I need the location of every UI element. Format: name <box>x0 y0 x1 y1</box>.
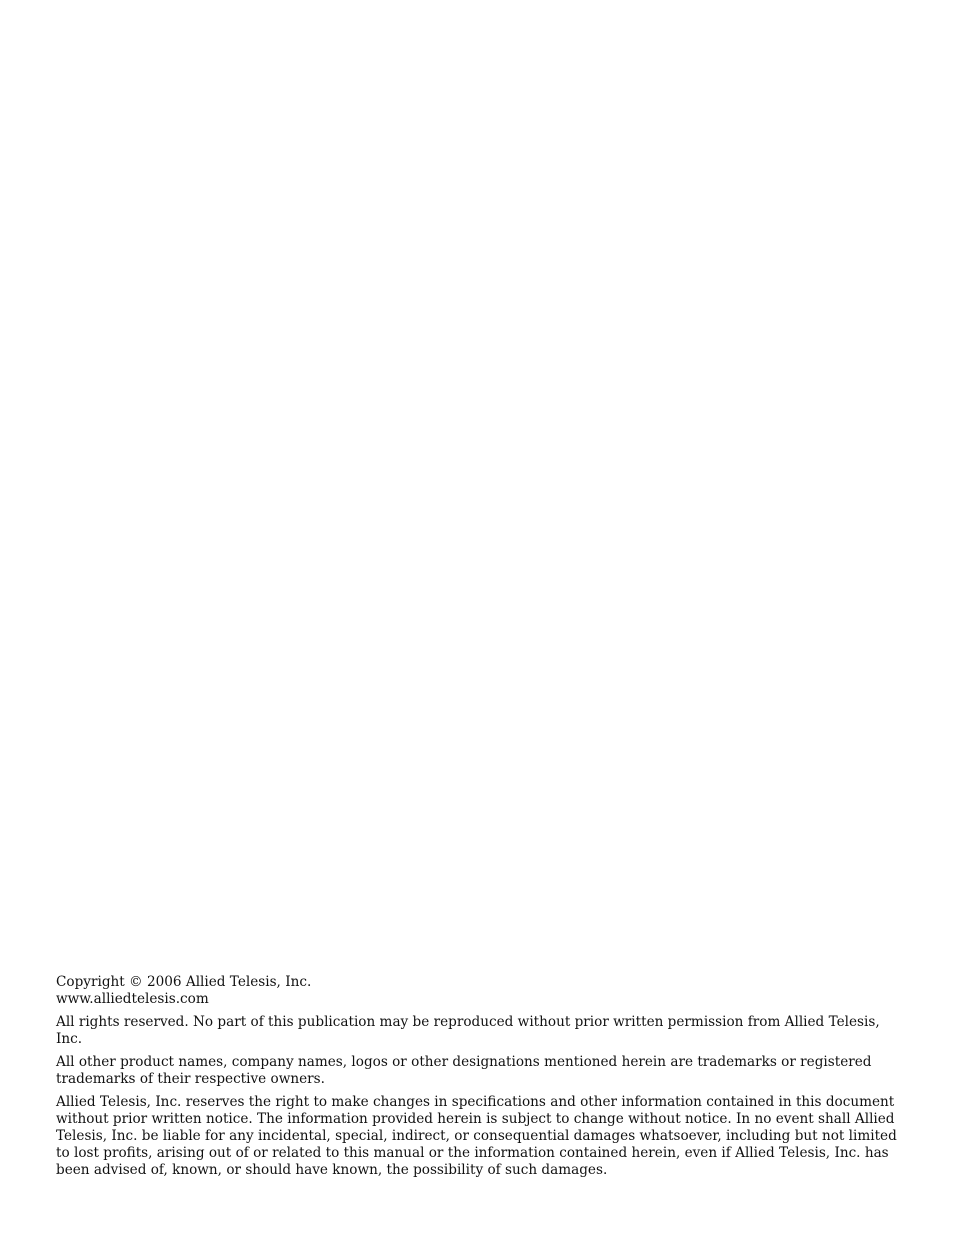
trademarks-paragraph: All other product names, company names, logos or other designations mentioned herein are trademarks or registered trademarks of their respective owners. <box>56 1054 872 1087</box>
disclaimer-paragraph: Allied Telesis, Inc. reserves the right to make changes in specifications and other information contained in this document without prior written notice. The information provided herein is subject to change without notice. In no event shall Allied Telesis, Inc. be liable for any incidental, special, indirect, or consequential damages whatsoever, including but not limited to lost profits, arising out of or related to this manual or the information contained herein, even if Allied Telesis, Inc. has been advised of, known, or should have known, the possibility of such damages. <box>56 1094 897 1178</box>
copyright-line: Copyright © 2006 Allied Telesis, Inc. <box>56 974 312 990</box>
copyright-notice <box>56 974 902 1179</box>
rights-reserved-paragraph: All rights reserved. No part of this publication may be reproduced without prior written permission from Allied Telesis, Inc. <box>56 1014 880 1047</box>
website-url: www.alliedtelesis.com <box>56 991 209 1007</box>
